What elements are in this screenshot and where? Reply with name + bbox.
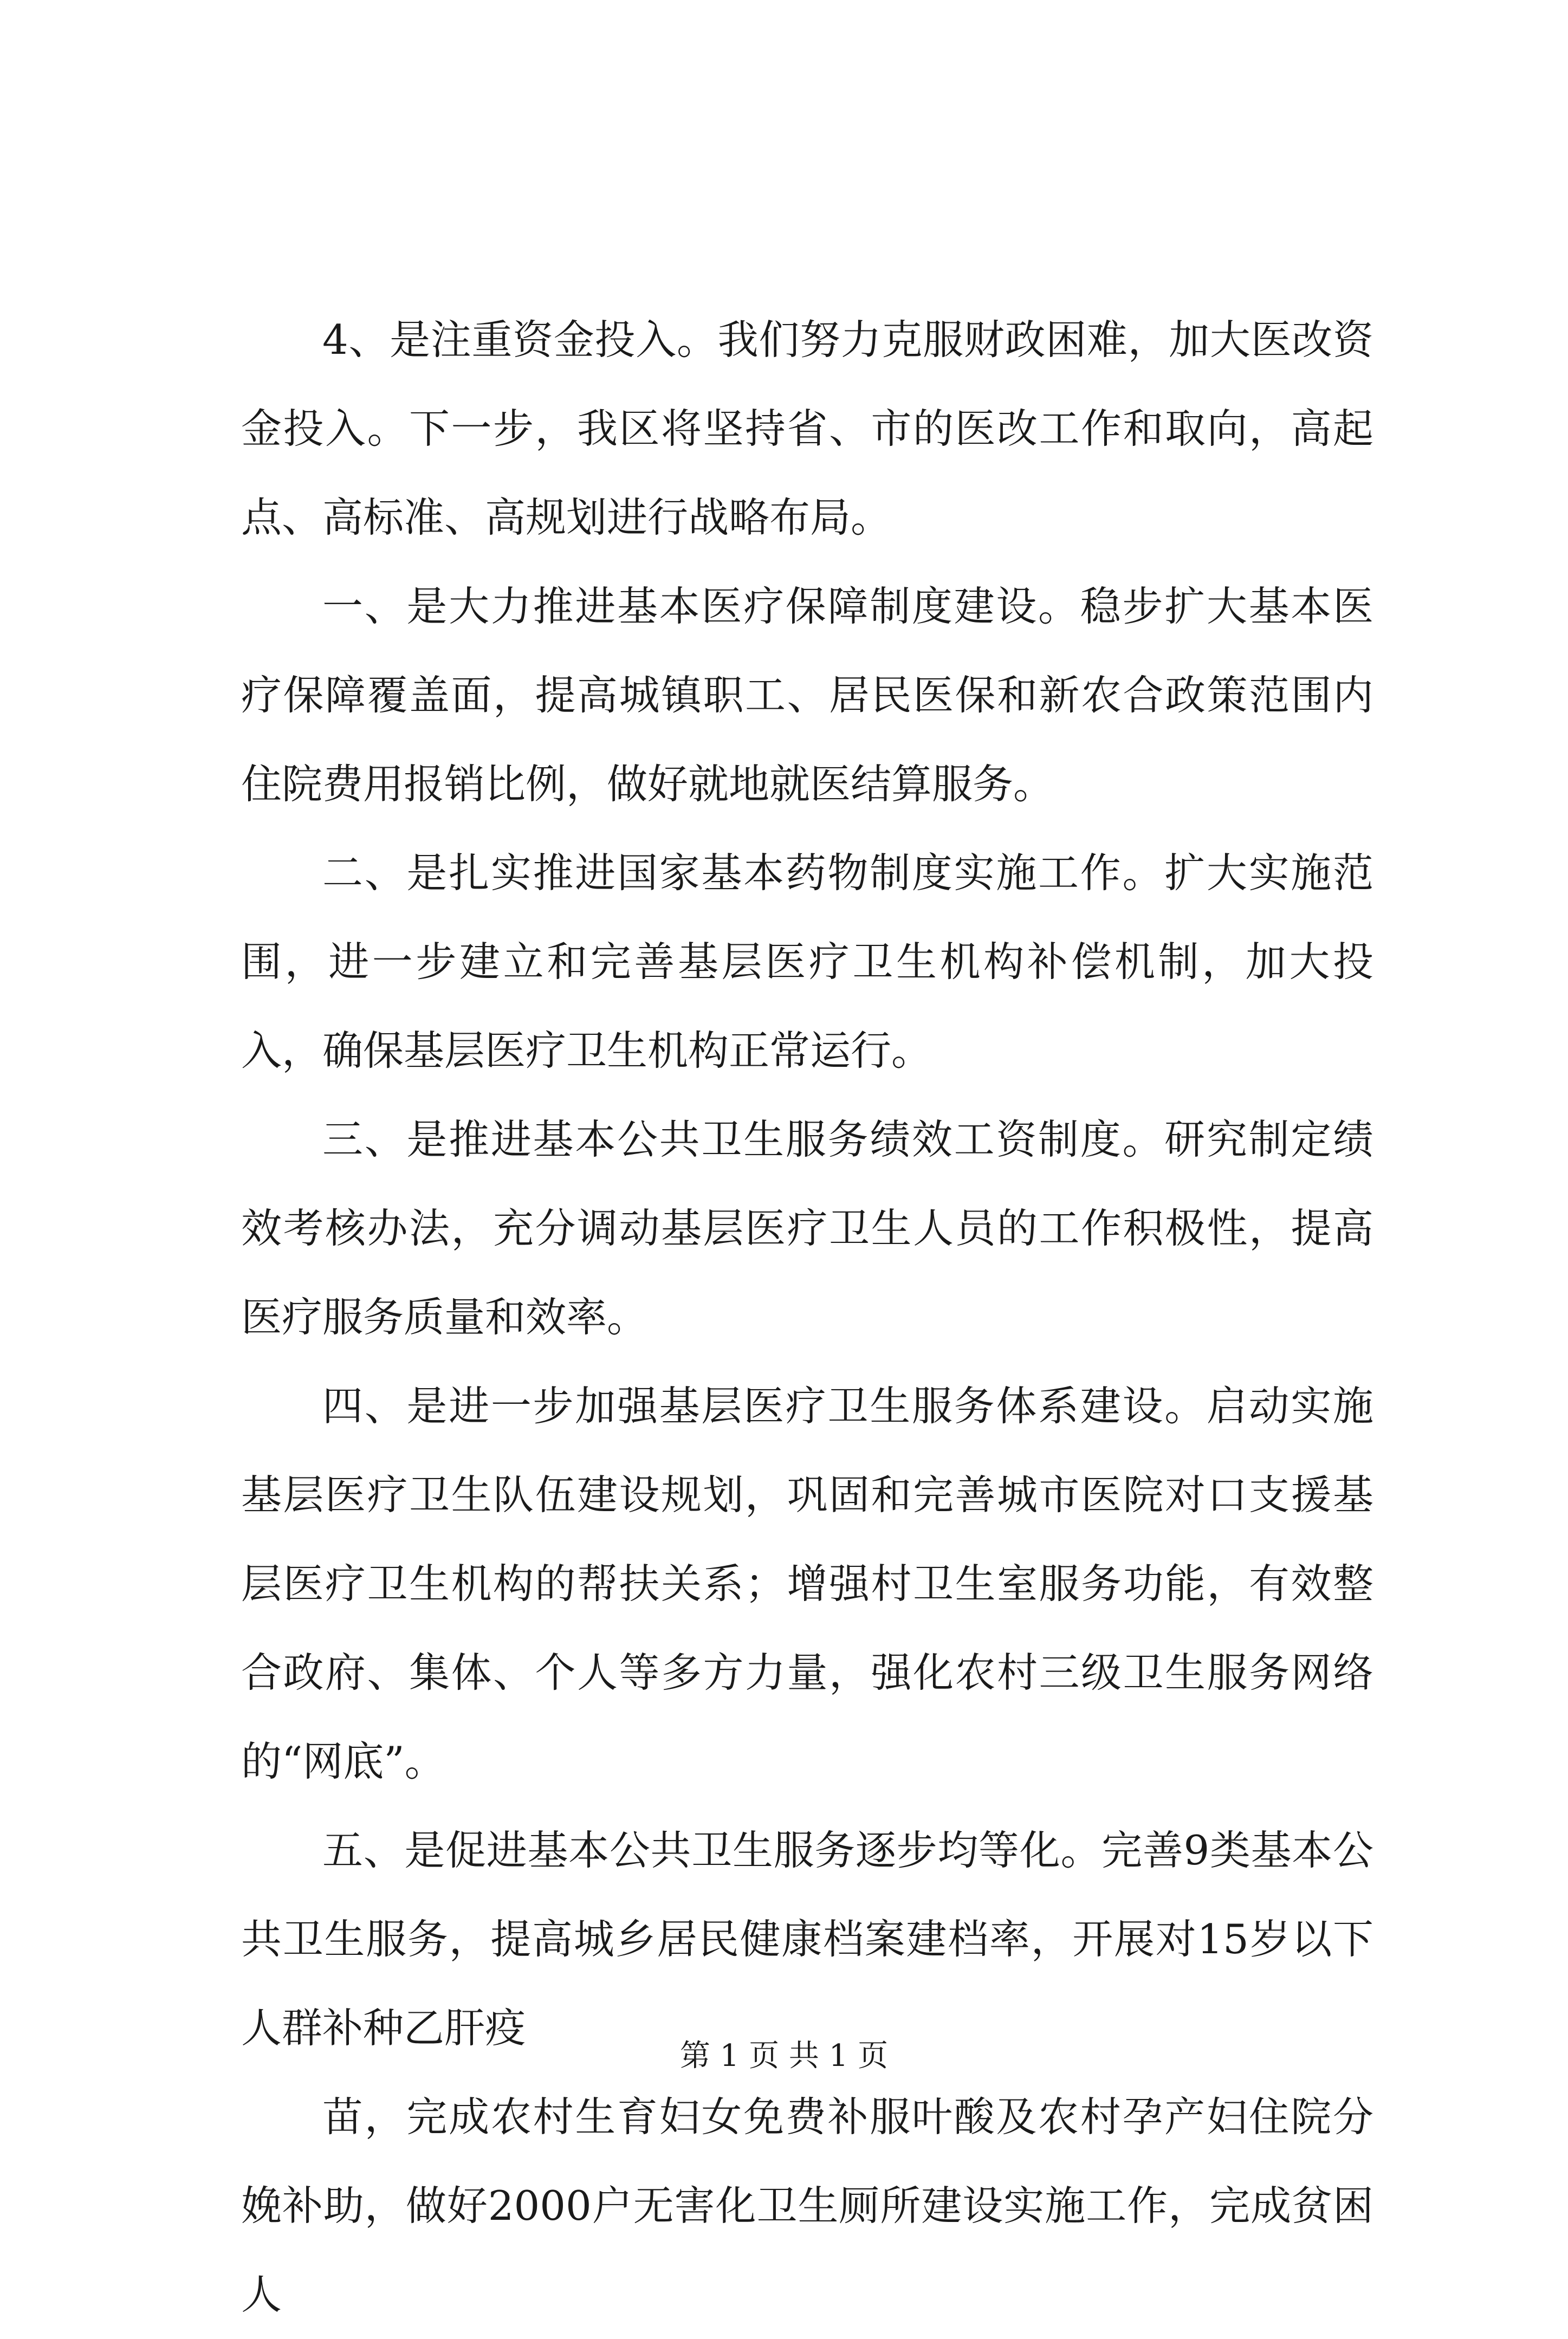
paragraph-6: 五、是促进基本公共卫生服务逐步均等化。完善9类基本公共卫生服务，提高城乡居民健康档案建档率，开展对15岁以下人群补种乙肝疫 (241, 1826, 1373, 2052)
paragraph-7: 苗，完成农村生育妇女免费补服叶酸及农村孕产妇住院分娩补助，做好2000户无害化卫生厕所建设实施工作，完成贫困人 (241, 2093, 1373, 2318)
paragraph-4: 三、是推进基本公共卫生服务绩效工资制度。研究制定绩效考核办法，充分调动基层医疗卫生人员的工作积极性，提高医疗服务质量和效率。 (241, 1116, 1373, 1341)
page-footer: 第 1 页 共 1 页 (679, 2038, 889, 2074)
paragraph-3: 二、是扎实推进国家基本药物制度实施工作。扩大实施范围，进一步建立和完善基层医疗卫生机构补偿机制，加大投入，确保基层医疗卫生机构正常运行。 (241, 849, 1373, 1074)
paragraph-1: 4、是注重资金投入。我们努力克服财政困难，加大医改资金投入。下一步，我区将坚持省、市的医改工作和取向，高起点、高标准、高规划进行战略布局。 (241, 316, 1373, 541)
paragraph-5: 四、是进一步加强基层医疗卫生服务体系建设。启动实施基层医疗卫生队伍建设规划，巩固和完善城市医院对口支援基层医疗卫生机构的帮扶关系；增强村卫生室服务功能，有效整合政府、集体、个人等多方力量，强化农村三级卫生服务网络的“网底”。 (241, 1382, 1373, 1785)
paragraph-2: 一、是大力推进基本医疗保障制度建设。稳步扩大基本医疗保障覆盖面，提高城镇职工、居民医保和新农合政策范围内住院费用报销比例，做好就地就医结算服务。 (241, 582, 1373, 808)
document-body (241, 295, 1373, 2339)
